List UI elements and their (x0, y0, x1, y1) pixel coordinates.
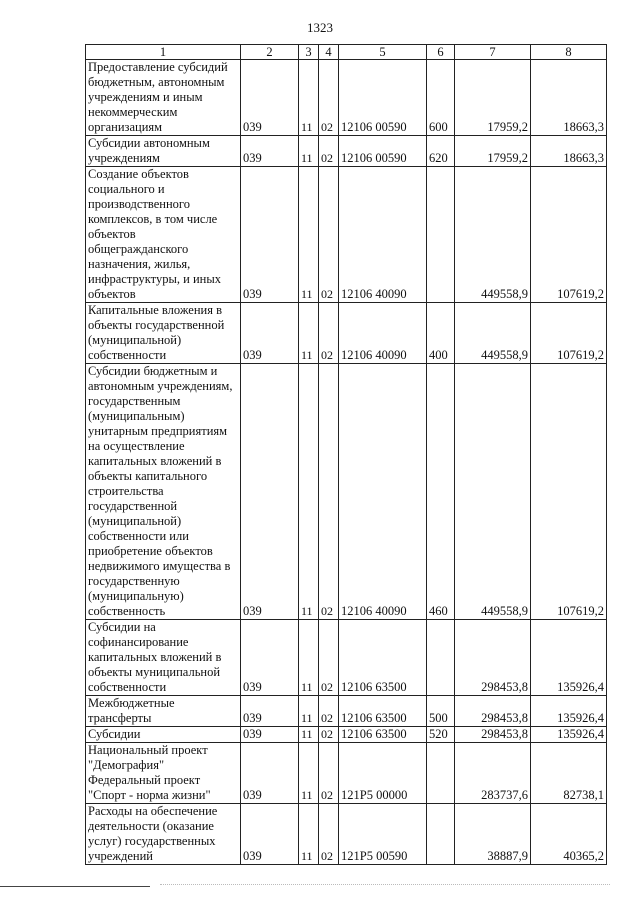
cell-c6: 500 (427, 696, 455, 727)
cell-c6 (427, 167, 455, 303)
row-name: Расходы на обеспечение деятельности (оказание услуг) государственных учреждений (86, 804, 241, 865)
cell-c4: 02 (319, 696, 339, 727)
cell-c3: 11 (299, 620, 319, 696)
cell-c8: 18663,3 (531, 136, 607, 167)
cell-c8: 18663,3 (531, 60, 607, 136)
cell-c5: 12106 63500 (339, 696, 427, 727)
cell-c7: 449558,9 (455, 364, 531, 620)
cell-c3: 11 (299, 167, 319, 303)
budget-table (85, 44, 607, 865)
cell-c8: 135926,4 (531, 727, 607, 743)
cell-c7: 298453,8 (455, 620, 531, 696)
table-row (86, 136, 607, 167)
table-row (86, 364, 607, 620)
cell-c5: 12106 63500 (339, 620, 427, 696)
cell-c6: 460 (427, 364, 455, 620)
cell-c8: 135926,4 (531, 620, 607, 696)
table-row (86, 167, 607, 303)
footer-rule (0, 886, 150, 887)
column-header: 6 (427, 45, 455, 60)
cell-c7: 17959,2 (455, 136, 531, 167)
cell-c2: 039 (241, 727, 299, 743)
cell-c6: 520 (427, 727, 455, 743)
row-name: Межбюджетные трансферты (86, 696, 241, 727)
cell-c2: 039 (241, 303, 299, 364)
cell-c2: 039 (241, 804, 299, 865)
cell-c6: 400 (427, 303, 455, 364)
table-row (86, 620, 607, 696)
row-name: Субсидии на софинансирование капитальных вложений в объекты муниципальной собственности (86, 620, 241, 696)
cell-c6: 620 (427, 136, 455, 167)
cell-c5: 12106 40090 (339, 364, 427, 620)
cell-c7: 38887,9 (455, 804, 531, 865)
scan-artifact-line (160, 884, 610, 887)
cell-c8: 135926,4 (531, 696, 607, 727)
cell-c2: 039 (241, 743, 299, 804)
cell-c7: 298453,8 (455, 727, 531, 743)
cell-c5: 12106 00590 (339, 60, 427, 136)
cell-c3: 11 (299, 727, 319, 743)
cell-c4: 02 (319, 303, 339, 364)
row-name: Создание объектов социального и производственного комплексов, в том числе объектов общегражданского назначения, жилья, инфраструктуры, и иных объектов (86, 167, 241, 303)
cell-c4: 02 (319, 727, 339, 743)
column-header: 2 (241, 45, 299, 60)
cell-c5: 121P5 00000 (339, 743, 427, 804)
cell-c6 (427, 620, 455, 696)
cell-c6 (427, 743, 455, 804)
page-number: 1323 (307, 20, 333, 35)
column-header: 4 (319, 45, 339, 60)
cell-c5: 12106 40090 (339, 167, 427, 303)
column-header: 7 (455, 45, 531, 60)
table-row (86, 60, 607, 136)
cell-c5: 12106 40090 (339, 303, 427, 364)
cell-c4: 02 (319, 620, 339, 696)
cell-c8: 40365,2 (531, 804, 607, 865)
cell-c4: 02 (319, 136, 339, 167)
cell-c4: 02 (319, 743, 339, 804)
cell-c8: 107619,2 (531, 167, 607, 303)
cell-c2: 039 (241, 60, 299, 136)
cell-c7: 17959,2 (455, 60, 531, 136)
cell-c5: 12106 63500 (339, 727, 427, 743)
row-name: Капитальные вложения в объекты государственной (муниципальной) собственности (86, 303, 241, 364)
row-name: Предоставление субсидий бюджетным, автономным учреждениям и иным некоммерческим организациям (86, 60, 241, 136)
cell-c5: 121P5 00590 (339, 804, 427, 865)
cell-c3: 11 (299, 804, 319, 865)
row-name: Субсидии автономным учреждениям (86, 136, 241, 167)
row-name: Субсидии (86, 727, 241, 743)
cell-c7: 449558,9 (455, 303, 531, 364)
table-row (86, 804, 607, 865)
cell-c3: 11 (299, 364, 319, 620)
cell-c6 (427, 804, 455, 865)
cell-c3: 11 (299, 136, 319, 167)
cell-c8: 107619,2 (531, 364, 607, 620)
cell-c4: 02 (319, 364, 339, 620)
table-row (86, 727, 607, 743)
cell-c2: 039 (241, 364, 299, 620)
cell-c8: 107619,2 (531, 303, 607, 364)
table-row (86, 743, 607, 804)
cell-c4: 02 (319, 804, 339, 865)
cell-c2: 039 (241, 136, 299, 167)
cell-c2: 039 (241, 167, 299, 303)
table-row (86, 303, 607, 364)
column-header: 1 (86, 45, 241, 60)
cell-c6: 600 (427, 60, 455, 136)
row-name: Субсидии бюджетным и автономным учреждениям, государственным (муниципальным) унитарным предприятиям на осуществление капитальных вложений в объекты капитального строительства государственной (муниципальной) собственности или приобретение объектов недвижимого имущества в государственную (муниципальную) собственность (86, 364, 241, 620)
cell-c4: 02 (319, 167, 339, 303)
cell-c3: 11 (299, 60, 319, 136)
cell-c7: 283737,6 (455, 743, 531, 804)
cell-c5: 12106 00590 (339, 136, 427, 167)
cell-c2: 039 (241, 620, 299, 696)
cell-c3: 11 (299, 743, 319, 804)
cell-c4: 02 (319, 60, 339, 136)
cell-c8: 82738,1 (531, 743, 607, 804)
cell-c3: 11 (299, 696, 319, 727)
row-name: Национальный проект "Демография" Федеральный проект "Спорт - норма жизни" (86, 743, 241, 804)
cell-c7: 449558,9 (455, 167, 531, 303)
column-header: 3 (299, 45, 319, 60)
column-header: 5 (339, 45, 427, 60)
column-header: 8 (531, 45, 607, 60)
cell-c3: 11 (299, 303, 319, 364)
table-row (86, 696, 607, 727)
cell-c2: 039 (241, 696, 299, 727)
cell-c7: 298453,8 (455, 696, 531, 727)
column-header-row (86, 45, 607, 60)
